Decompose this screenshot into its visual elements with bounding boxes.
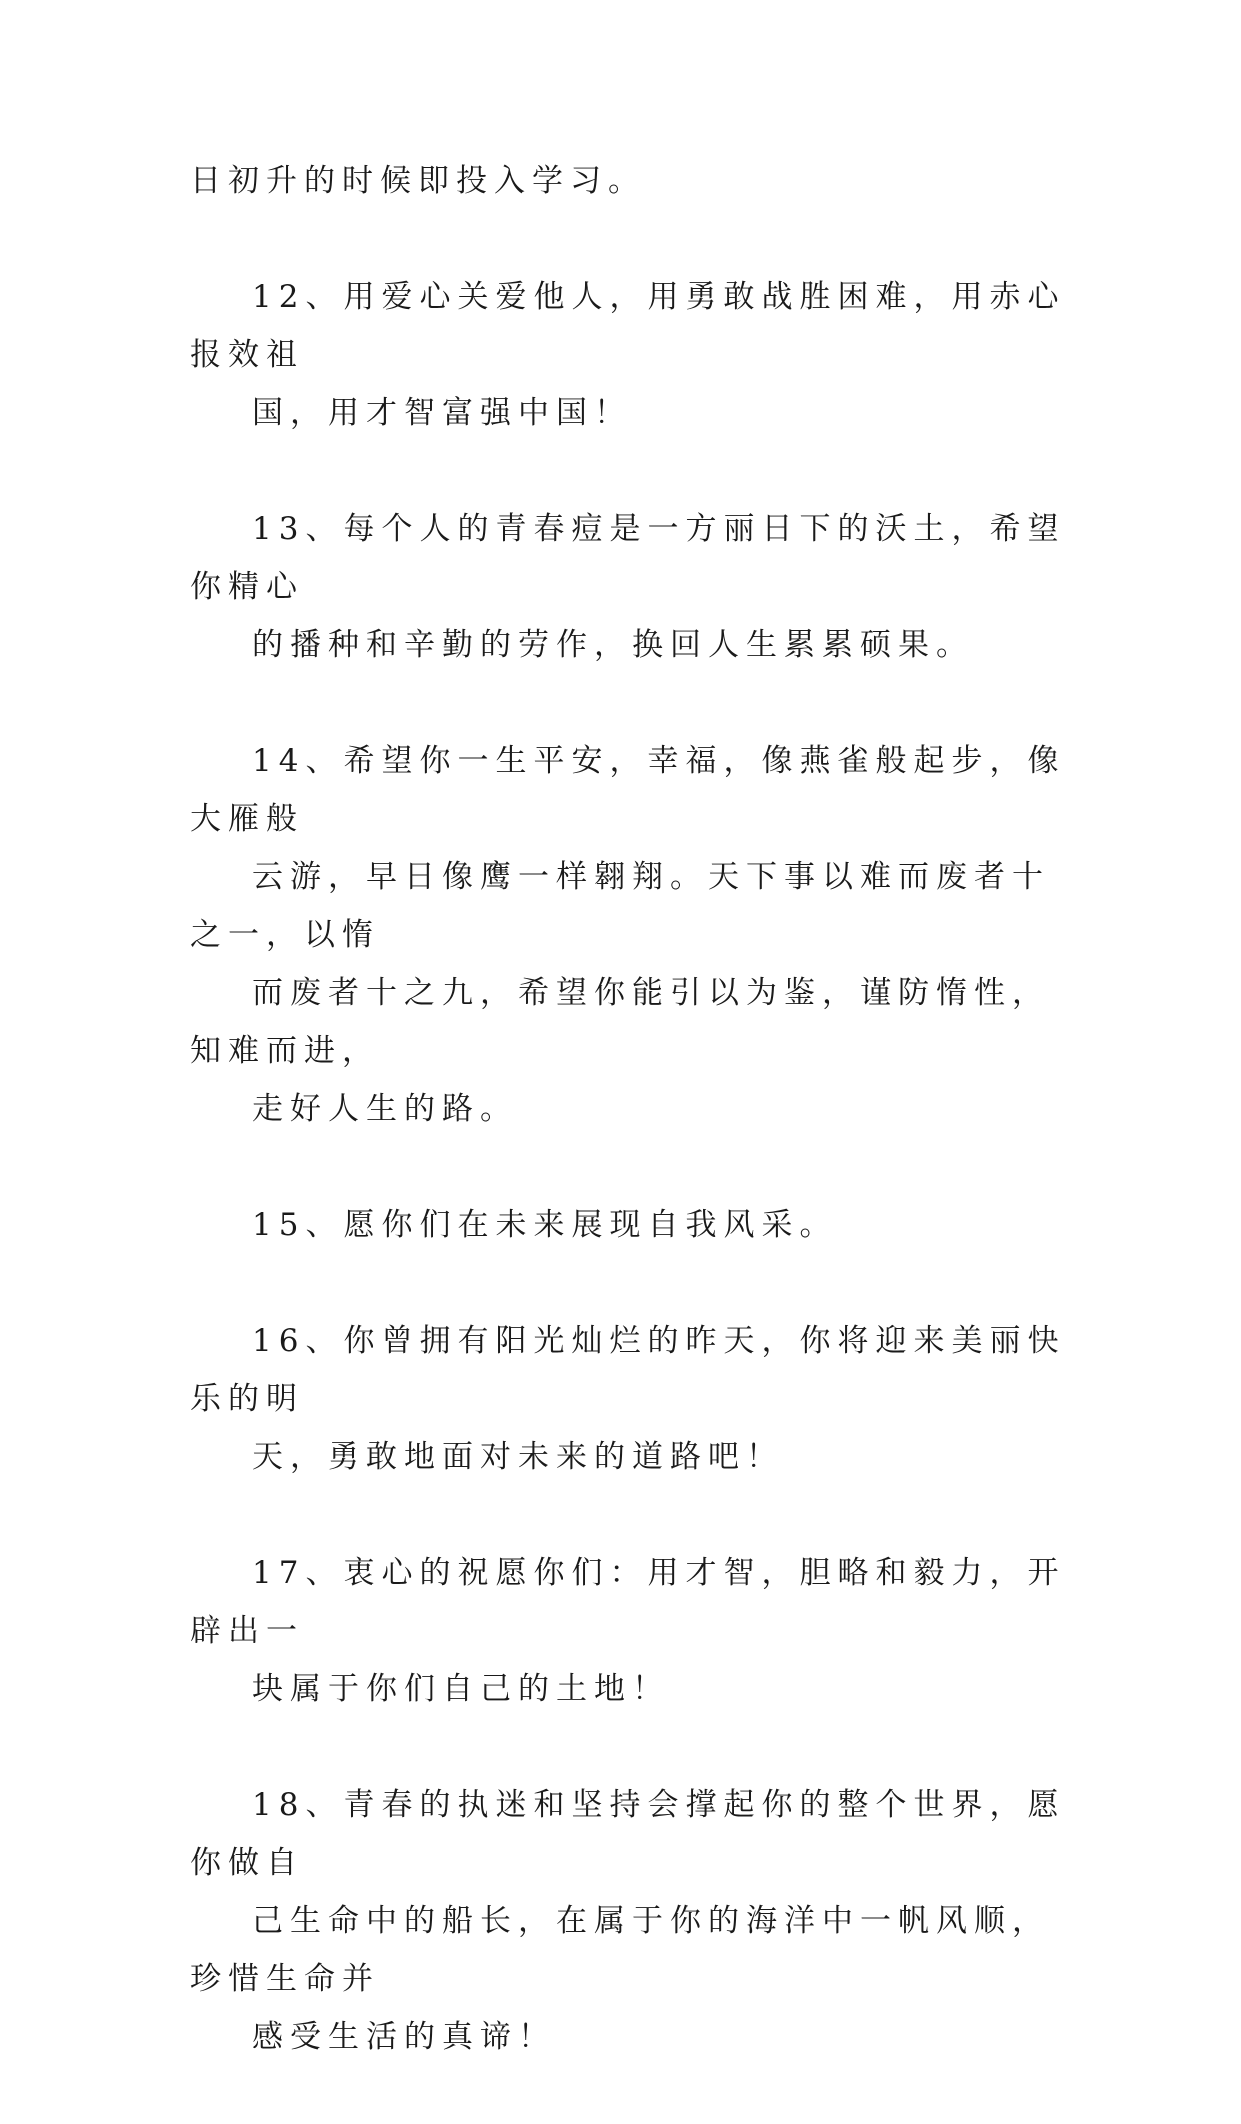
text-line: 的播种和辛勤的劳作，换回人生累累硕果。 (252, 627, 974, 663)
paragraph-continuation (190, 152, 1070, 210)
paragraph-18 (190, 1776, 1070, 2066)
text-line: 15、愿你们在未来展现自我风采。 (252, 1207, 838, 1243)
text-line: 云游，早日像鹰一样翱翔。天下事以难而废者十之一，以惰 (190, 859, 1050, 953)
text-line: 走好人生的路。 (252, 1091, 518, 1127)
text-line: 12、用爱心关爱他人，用勇敢战胜困难，用赤心报效祖 (190, 279, 1066, 373)
paragraph-16 (190, 1312, 1070, 1486)
text-line: 14、希望你一生平安，幸福，像燕雀般起步，像大雁般 (190, 743, 1066, 837)
text-line: 而废者十之九，希望你能引以为鉴，谨防惰性，知难而进， (190, 975, 1050, 1069)
paragraph-15 (190, 1196, 1070, 1254)
text-line: 己生命中的船长，在属于你的海洋中一帆风顺，珍惜生命并 (190, 1903, 1050, 1997)
paragraph-14 (190, 732, 1070, 1138)
document-body (190, 152, 1070, 2124)
text-line: 17、衷心的祝愿你们：用才智，胆略和毅力，开辟出一 (190, 1555, 1066, 1649)
text-line: 日初升的时候即投入学习。 (190, 163, 646, 199)
text-line: 块属于你们自己的土地！ (252, 1671, 670, 1707)
text-line: 天，勇敢地面对未来的道路吧！ (252, 1439, 784, 1475)
text-line: 国，用才智富强中国！ (252, 395, 632, 431)
text-line: 13、每个人的青春痘是一方丽日下的沃土，希望你精心 (190, 511, 1066, 605)
text-line: 16、你曾拥有阳光灿烂的昨天，你将迎来美丽快乐的明 (190, 1323, 1066, 1417)
paragraph-12 (190, 268, 1070, 442)
paragraph-13 (190, 500, 1070, 674)
paragraph-17 (190, 1544, 1070, 1718)
text-line: 18、青春的执迷和坚持会撑起你的整个世界，愿你做自 (190, 1787, 1066, 1881)
text-line: 感受生活的真谛！ (252, 2019, 556, 2055)
